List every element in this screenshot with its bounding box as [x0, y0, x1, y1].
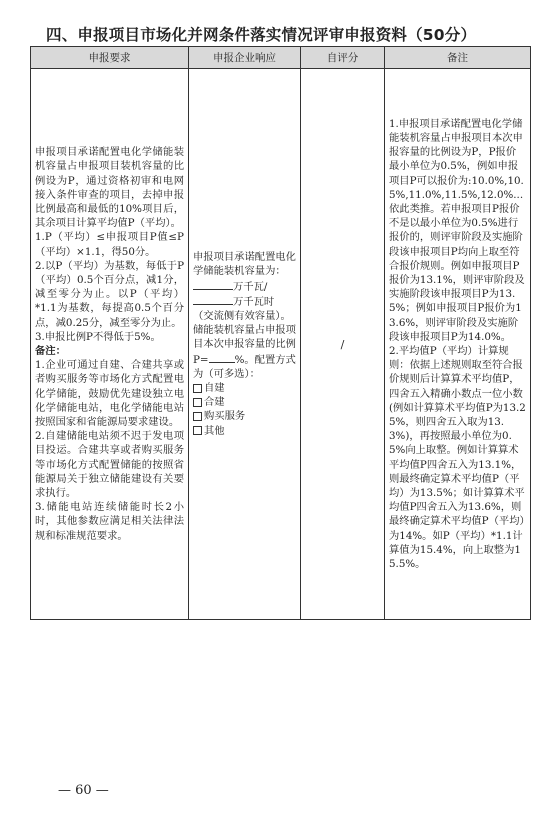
requirement-item: 1.P（平均）≤申报项目P值≤P（平均）×1.1，得50分。 [35, 231, 184, 258]
evaluation-table [30, 46, 531, 620]
remark-item: 1.申报项目承诺配置电化学储能装机容量占申报项目本次申报容量的比例设为P，P报价最小单位为0.5%，例如申报项目P可以报价为:10.0%,10.5%,11.0%,11.5%,12.0%...依此类推。若申报项目P报价不是以最小单位为0.5%进行报价的，则评审阶段及实施阶段该申报项目P均向上取至符合报价规则。例如申报项目P报价为13.1%，则评审阶段及实施阶段该申报项目P为13.5%；例如申报项目P报价为13.6%，则评审阶段及实施阶段该申报项目P为14.0%。 [389, 117, 525, 343]
checkbox-icon[interactable] [193, 412, 202, 421]
requirements-cell [31, 69, 189, 620]
table-row [31, 69, 531, 620]
ratio-intro: 储能装机容量占申报项目本次申报容量的比例 [193, 324, 296, 351]
page-number: — 60 — [58, 783, 109, 798]
ratio-suffix: %。配置方式为（可多选）： [193, 353, 296, 380]
requirement-item: 2.以P（平均）为基数，每低于P（平均）0.5个百分点，减1分，减至零分为止。以P（平均）*1.1为基数，每提高0.5个百分点，减0.25分，减至零分为止。 [35, 259, 184, 329]
response-intro: 申报项目承诺配置电化学储能装机容量为： [193, 251, 296, 278]
ratio-prefix: P= [193, 353, 209, 366]
note-item: 1.企业可通过自建、合建共享或者购买服务等市场化方式配置电化学储能，鼓励优先建设独立电化学储能电站，电化学储能电站按照国家和省能源局要求建设。 [35, 359, 184, 429]
header-response: 申报企业响应 [189, 47, 301, 69]
requirement-item: 申报项目承诺配置电化学储能装机容量占申报项目装机容量的比例设为P，通过资格初审和电网接入条件审查的项目，去掉申报比例最高和最低的10%项目后，其余项目计算平均值P（平均）。 [35, 146, 184, 230]
response-cell [189, 69, 301, 620]
table-header-row [31, 47, 531, 69]
checkbox-icon[interactable] [193, 426, 202, 435]
capacity-mw-field[interactable] [193, 279, 233, 290]
ratio-field[interactable] [209, 352, 235, 363]
option-other[interactable]: 其他 [193, 424, 296, 438]
unit-mwh: 万千瓦时 [233, 295, 275, 308]
note-item: 2.自建储能电站须不迟于发电项目投运。合建共享或者购买服务等市场化方式配置储能的按照省能源局关于独立储能建设有关要求执行。 [35, 430, 184, 500]
header-self-score: 自评分 [301, 47, 385, 69]
page-title: 四、申报项目市场化并网条件落实情况评审申报资料（50分） [46, 26, 477, 44]
header-requirements: 申报要求 [31, 47, 189, 69]
remarks-cell [385, 69, 531, 620]
header-remarks: 备注 [385, 47, 531, 69]
capacity-mwh-field[interactable] [193, 294, 233, 305]
checkbox-icon[interactable] [193, 398, 202, 407]
checkbox-icon[interactable] [193, 384, 202, 393]
option-self-build[interactable]: 自建 [193, 381, 296, 395]
option-joint-build[interactable]: 合建 [193, 395, 296, 409]
self-score-cell: / [301, 69, 385, 620]
note-item: 3.储能电站连续储能时长2小时，其他参数应满足相关法律法规和标准规范要求。 [35, 501, 184, 542]
notes-label: 备注： [35, 345, 66, 357]
requirement-item: 3.申报比例P不得低于5%。 [35, 330, 161, 343]
unit-mw: 万千瓦/ [233, 280, 268, 293]
response-note: （交流侧有效容量）。 [193, 309, 291, 322]
option-purchase-service[interactable]: 购买服务 [193, 409, 296, 423]
remark-item: 2.平均值P（平均）计算规则：依据上述规则取至符合报价规则后计算算术平均值P，四舍五入精确小数点一位小数(例如计算算术平均值P为13.25%，则四舍五入取为13.3%)，再按照最小单位为0.5%向上取整。例如计算算术平均值P四舍五入为13.1%，则最终确定算术平均值P（平均）为13.5%；如计算算术平均值P四舍五入为13.6%，则最终确定算术平均值P（平均）为14%。如P（平均）*1.1计算值为15.4%，向上取整为15.5%。 [389, 345, 526, 571]
